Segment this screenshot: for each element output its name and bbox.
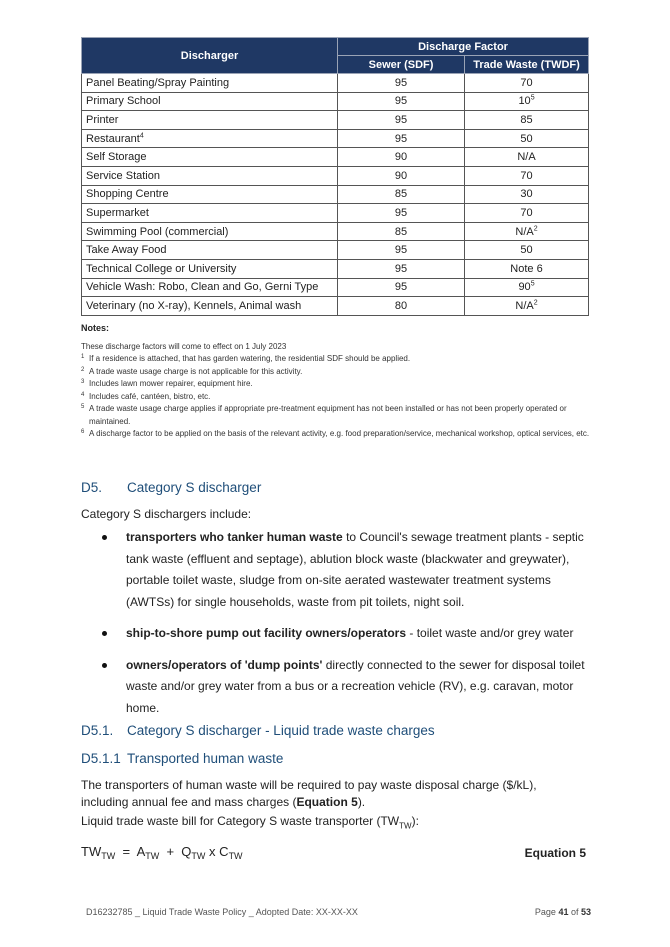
twdf-value: 30 (520, 188, 533, 201)
cell-sdf: 85 (338, 222, 465, 241)
paragraph-text: ): (411, 814, 419, 828)
current-page: 41 (558, 907, 569, 917)
cell-discharger (82, 148, 338, 167)
paragraph-bill (81, 813, 419, 834)
section-d511-heading (81, 751, 283, 766)
cell-twdf (465, 278, 589, 297)
cell-twdf (465, 259, 589, 278)
cell-twdf (465, 111, 589, 130)
cell-sdf: 95 (338, 129, 465, 148)
footnote-mark: 6 (81, 429, 85, 435)
paragraph-text: ). (357, 795, 366, 809)
footer-document-id: D16232785 _ Liquid Trade Waste Policy _ Adopted Date: XX-XX-XX (86, 907, 358, 917)
paragraph-text: Liquid trade waste bill for Category S waste transporter (TW (81, 814, 400, 828)
twdf-value: N/A (515, 299, 534, 312)
cell-twdf (465, 297, 589, 316)
subscript: TW (399, 821, 412, 831)
cell-twdf (465, 204, 589, 223)
cell-twdf (465, 166, 589, 185)
cell-sdf: 95 (338, 74, 465, 93)
table-row (82, 111, 589, 130)
cell-discharger (82, 129, 338, 148)
cell-sdf: 95 (338, 204, 465, 223)
twdf-value: N/A (515, 225, 534, 238)
bullet-item (81, 623, 591, 645)
cell-discharger (82, 166, 338, 185)
footnote-ref: 5 (530, 280, 535, 288)
bullet-text: directly connected to the sewer for disposal toilet waste and/or grey water from a bus or a recreation vehicle (RV), e.g. caravan, motor home. (126, 657, 585, 715)
discharger-name: Shopping Centre (86, 188, 169, 201)
twdf-value: Note 6 (510, 262, 543, 275)
footnote-text: A discharge factor to be applied on the basis of the relevant activity, e.g. food preparation/service, mechanical workshop, optical services, etc. (89, 429, 590, 438)
section-number: D5.1.1 (81, 751, 121, 766)
cell-discharger (82, 92, 338, 111)
section-title: Transported human waste (127, 751, 284, 766)
intro-text: Category S dischargers include: (81, 507, 252, 521)
discharger-name: Vehicle Wash: Robo, Clean and Go, Gerni Type (86, 281, 319, 294)
discharge-factor-table (81, 37, 589, 316)
paragraph-text: The transporters of human waste will be required to pay waste disposal charge ($/kL), including annual fee and mass charges ( (81, 778, 537, 809)
equation-5 (81, 844, 586, 866)
cell-discharger (82, 74, 338, 93)
table-row (82, 185, 589, 204)
notes-section (81, 322, 591, 441)
eq-subscript: TW (191, 851, 206, 861)
cell-sdf: 90 (338, 148, 465, 167)
table-row (82, 297, 589, 316)
footnote-ref: 2 (533, 299, 538, 307)
footnote-ref: 5 (530, 94, 535, 102)
section-number: D5. (81, 480, 103, 495)
cell-twdf (465, 241, 589, 260)
cell-sdf: 90 (338, 166, 465, 185)
eq-operator: x (209, 844, 216, 859)
eq-subscript: TW (101, 851, 116, 861)
cell-sdf: 95 (338, 92, 465, 111)
discharger-name: Veterinary (no X-ray), Kennels, Animal wash (86, 299, 302, 312)
footnote-text: A trade waste usage charge applies if appropriate pre-treatment equipment has not been installed or has not been properly operated or maintained. (89, 404, 567, 426)
cell-sdf: 95 (338, 241, 465, 260)
cell-twdf (465, 74, 589, 93)
bullet-icon (102, 535, 107, 540)
twdf-value: 90 (518, 281, 531, 294)
notes-intro: These discharge factors will come to effect on 1 July 2023 (81, 341, 287, 351)
cell-discharger (82, 278, 338, 297)
bullet-bold-text: transporters who tanker human waste (126, 530, 343, 544)
table-row (82, 129, 589, 148)
footer-page-number (535, 907, 591, 917)
twdf-value: 50 (520, 244, 533, 257)
eq-subscript: TW (228, 851, 243, 861)
footnote-mark: 5 (81, 404, 85, 410)
header-sewer: Sewer (SDF) (338, 56, 465, 74)
footnote-ref: 4 (139, 131, 144, 139)
discharger-name: Primary School (86, 95, 161, 108)
bullet-bold-text: owners/operators of 'dump points' (126, 657, 323, 672)
footnote-item (81, 378, 591, 391)
header-trade-waste: Trade Waste (TWDF) (465, 56, 589, 74)
cell-discharger (82, 259, 338, 278)
discharger-name: Supermarket (86, 206, 149, 219)
section-title: Category S discharger (127, 480, 262, 495)
section-d5-heading (81, 480, 261, 495)
header-discharge-factor: Discharge Factor (338, 38, 589, 56)
cell-discharger (82, 111, 338, 130)
footnote-mark: 2 (81, 366, 85, 373)
notes-title: Notes: (81, 323, 110, 333)
cell-twdf (465, 92, 589, 111)
footnote-ref: 2 (533, 224, 538, 232)
eq-term: TW (81, 844, 102, 859)
total-pages: 53 (580, 907, 591, 917)
table-row (82, 92, 589, 111)
twdf-value: N/A (517, 151, 536, 164)
cell-sdf: 95 (338, 278, 465, 297)
footnote-mark: 1 (81, 354, 85, 360)
discharger-name: Technical College or University (86, 262, 237, 275)
eq-term: C (219, 844, 229, 859)
twdf-value: 70 (520, 206, 533, 219)
footnote-item (81, 403, 591, 428)
discharger-name: Service Station (86, 169, 160, 182)
bullet-item (81, 527, 591, 613)
table-row (82, 222, 589, 241)
table-row (82, 166, 589, 185)
footnote-item (81, 353, 591, 366)
twdf-value: 10 (518, 95, 531, 108)
eq-operator: + (166, 844, 175, 859)
bullet-text: to Council's sewage treatment plants - septic tank waste (effluent and septage), ablution block waste (blackwater and greywater), portable toilet waste, sludge from on-site aerated wastewater treatment systems (AWTSs) for single households, waste from pit toilets, night soil. (126, 530, 584, 609)
equation-reference: Equation 5 (296, 795, 358, 809)
twdf-value: 70 (520, 169, 533, 182)
page-of: of (568, 907, 581, 917)
table-row (82, 74, 589, 93)
cell-sdf: 95 (338, 259, 465, 278)
twdf-value: 70 (520, 76, 533, 89)
cell-twdf (465, 148, 589, 167)
category-s-bullet-list (81, 527, 591, 729)
section-number: D5.1. (81, 723, 114, 738)
table-row (82, 241, 589, 260)
discharger-name: Restaurant (86, 132, 140, 145)
table-row (82, 278, 589, 297)
footnote-item (81, 391, 591, 404)
page-prefix: Page (534, 907, 559, 917)
discharger-name: Take Away Food (86, 244, 167, 257)
bullet-icon (102, 631, 107, 636)
notes-list (81, 353, 591, 441)
cell-discharger (82, 222, 338, 241)
section-title: Category S discharger - Liquid trade waste charges (127, 723, 435, 738)
footnote-text: A trade waste usage charge is not applicable for this activity. (89, 366, 303, 376)
eq-subscript: TW (145, 851, 160, 861)
table-row (82, 148, 589, 167)
cell-twdf (465, 185, 589, 204)
footnote-text: If a residence is attached, that has garden watering, the residential SDF should be applied. (89, 354, 411, 363)
footnote-mark: 4 (81, 391, 85, 398)
page-footer (86, 907, 591, 917)
cell-sdf: 85 (338, 185, 465, 204)
discharger-name: Panel Beating/Spray Painting (86, 76, 230, 89)
twdf-value: 85 (520, 113, 533, 126)
eq-term: Q (181, 844, 192, 859)
discharger-name: Self Storage (86, 151, 147, 164)
cell-discharger (82, 204, 338, 223)
twdf-value: 50 (520, 132, 533, 145)
equation-label: Equation 5 (524, 846, 586, 860)
eq-term: A (136, 844, 146, 859)
discharger-name: Printer (86, 113, 119, 126)
bullet-item (81, 655, 591, 720)
footnote-item (81, 428, 591, 441)
bullet-bold-text: ship-to-shore pump out facility owners/operators (126, 626, 407, 640)
table-row (82, 204, 589, 223)
cell-discharger (82, 185, 338, 204)
paragraph-transporters (81, 777, 581, 811)
cell-sdf: 80 (338, 297, 465, 316)
discharger-name: Swimming Pool (commercial) (86, 225, 229, 238)
footnote-text: Includes lawn mower repairer, equipment hire. (89, 379, 253, 388)
footnote-text: Includes café, cantéen, bistro, etc. (89, 391, 211, 401)
cell-twdf (465, 222, 589, 241)
cell-discharger (82, 297, 338, 316)
footnote-mark: 3 (81, 379, 85, 385)
footnote-item (81, 366, 591, 379)
cell-sdf: 95 (338, 111, 465, 130)
eq-operator: = (122, 844, 131, 859)
header-discharger: Discharger (82, 38, 338, 74)
bullet-icon (102, 663, 107, 668)
cell-twdf (465, 129, 589, 148)
bullet-text: - toilet waste and/or grey water (406, 626, 574, 640)
cell-discharger (82, 241, 338, 260)
table-row (82, 259, 589, 278)
section-d51-heading (81, 723, 435, 738)
